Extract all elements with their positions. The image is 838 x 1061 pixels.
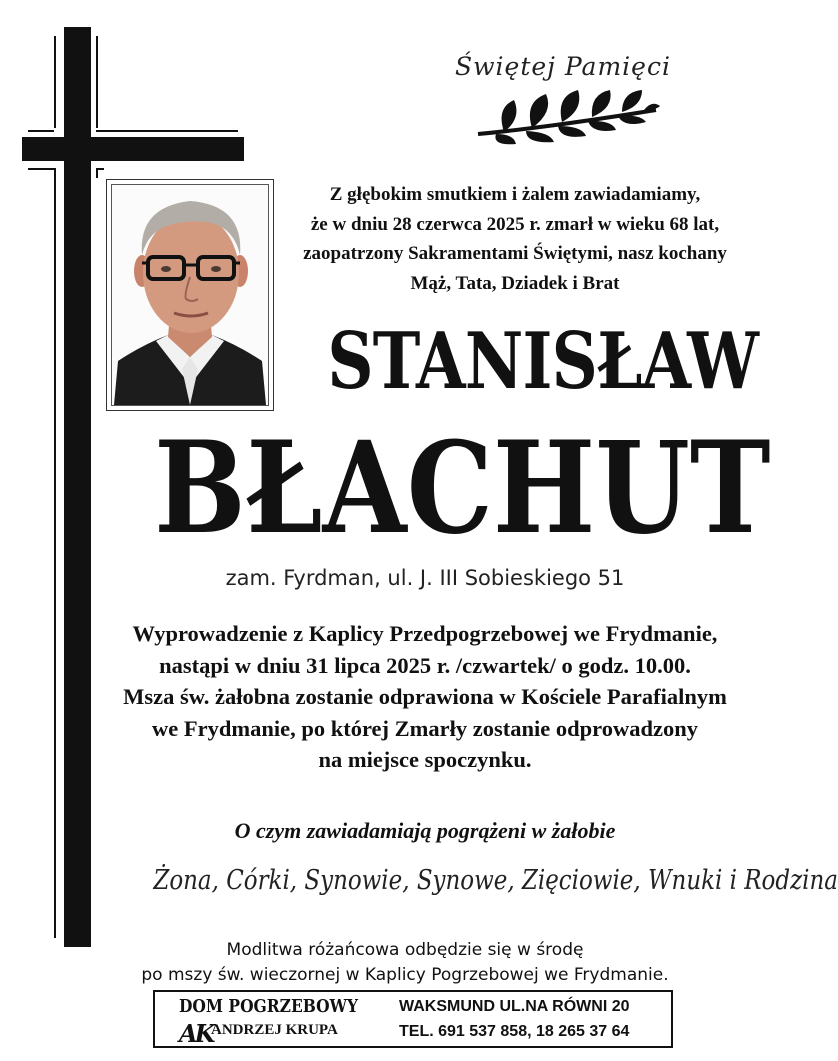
deceased-photo (106, 179, 274, 411)
cross-outline-right-bottom (96, 168, 98, 178)
funeral-home-box (153, 990, 673, 1048)
rosary-line: Modlitwa różańcowa odbędzie się w środę (226, 940, 584, 960)
cross-outline-arm-top-left (28, 130, 54, 132)
announcement-line: Z głębokim smutkiem i żalem zawiadamiamy, (329, 184, 701, 205)
ceremony-line: we Frydmanie, po której Zmarły zostanie odprowadzony (151, 715, 699, 741)
announcement-text (285, 180, 745, 298)
portrait-image (112, 185, 268, 405)
cross-outline-arm-top-right (96, 130, 238, 132)
funeral-home-name: DOM POGRZEBOWY (179, 996, 359, 1017)
ceremony-line: Wyprowadzenie z Kaplicy Przedpogrzebowej we Frydmanie, (132, 621, 718, 646)
announcement-line: Mąż, Tata, Dziadek i Brat (410, 272, 620, 294)
announcement-line: że w dniu 28 czerwca 2025 r. zmarł w wieku 68 lat, (310, 213, 720, 235)
rosary-notice (60, 938, 750, 988)
deceased-last-name: BŁACHUT (154, 414, 771, 562)
announcement-line: zaopatrzony Sakramentami Świętymi, nasz kochany (303, 243, 727, 264)
deceased-address: zam. Fyrdman, ul. J. III Sobieskiego 51 (225, 566, 625, 590)
funeral-home-logo: AK (179, 1019, 213, 1048)
ceremony-line: Msza św. żałobna zostanie odprawiona w Kościele Parafialnym (123, 684, 727, 709)
mourners-intro: O czym zawiadamiają pogrążeni w żałobie (234, 818, 616, 843)
cross-outline-left-bottom (54, 168, 56, 938)
ceremony-details (100, 618, 750, 776)
rosary-line: po mszy św. wieczornej w Kaplicy Pogrzebowej we Frydmanie. (141, 965, 669, 985)
cross-outline-arm-bottom-left (28, 168, 54, 170)
cross-horizontal-beam (22, 137, 244, 161)
ceremony-line: nastąpi w dniu 31 lipca 2025 r. /czwartek/ o godz. 10.00. (159, 652, 691, 678)
funeral-home-phone: TEL. 691 537 858, 18 265 37 64 (399, 1023, 630, 1040)
header-title: Świętej Pamięci (455, 52, 671, 81)
cross-vertical-beam (64, 27, 91, 947)
mourners-list: Żona, Córki, Synowie, Synowe, Zięciowie, Wnuki i Rodzina (153, 865, 838, 896)
funeral-home-address: WAKSMUND UL.NA RÓWNI 20 (399, 998, 630, 1015)
ceremony-line: na miejsce spoczynku. (318, 747, 532, 772)
cross-outline-right-top (96, 36, 98, 128)
funeral-home-owner: ANDRZEJ KRUPA (211, 1022, 338, 1038)
cross-outline-left-top (54, 36, 56, 128)
deceased-first-name: STANISŁAW (327, 316, 759, 407)
palm-branch-icon (474, 88, 660, 146)
